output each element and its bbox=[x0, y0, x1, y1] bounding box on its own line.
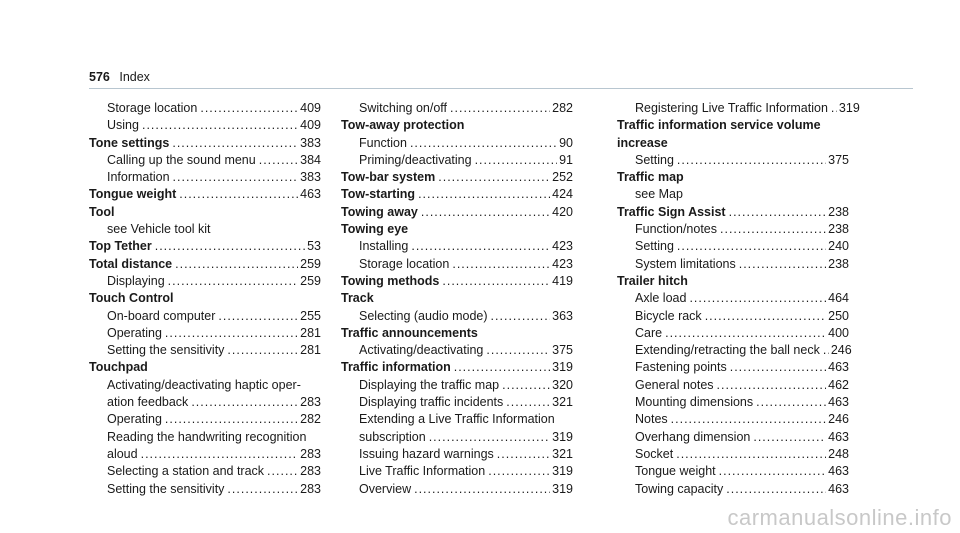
dot-leader bbox=[165, 411, 298, 428]
page-reference[interactable]: 464 bbox=[828, 291, 849, 306]
page-reference[interactable]: 463 bbox=[828, 429, 849, 444]
entry-text: Live Traffic Information bbox=[359, 464, 486, 479]
page-reference[interactable]: 283 bbox=[300, 395, 321, 410]
dot-leader bbox=[677, 152, 826, 169]
page-reference[interactable]: 248 bbox=[828, 446, 849, 461]
dot-leader bbox=[450, 100, 550, 117]
index-subentry[interactable] bbox=[89, 308, 321, 325]
index-subentry[interactable] bbox=[617, 463, 849, 480]
index-subentry[interactable] bbox=[341, 308, 573, 325]
index-heading[interactable] bbox=[341, 186, 573, 203]
entry-text: see Map bbox=[635, 187, 683, 202]
index-subentry[interactable] bbox=[89, 411, 321, 428]
index-subentry[interactable] bbox=[89, 394, 321, 411]
page-reference[interactable]: 319 bbox=[552, 481, 573, 496]
index-subentry[interactable] bbox=[341, 256, 573, 273]
page-reference[interactable]: 283 bbox=[300, 446, 321, 461]
dot-leader bbox=[488, 463, 550, 480]
dot-leader bbox=[421, 204, 550, 221]
dot-leader bbox=[414, 481, 550, 498]
page-reference[interactable]: 384 bbox=[300, 152, 321, 167]
index-subentry[interactable] bbox=[341, 377, 573, 394]
entry-text: Towing capacity bbox=[635, 481, 724, 496]
page-reference[interactable]: 238 bbox=[828, 222, 849, 237]
dot-leader bbox=[411, 238, 550, 255]
dot-leader bbox=[259, 152, 298, 169]
dot-leader bbox=[726, 481, 826, 498]
index-subentry[interactable] bbox=[89, 100, 321, 117]
entry-text: Notes bbox=[635, 412, 668, 427]
entry-text: Towing away bbox=[341, 204, 418, 219]
index-subentry[interactable] bbox=[341, 463, 573, 480]
header-divider bbox=[89, 88, 913, 89]
entry-text: Tow-starting bbox=[341, 187, 416, 202]
index-subentry[interactable] bbox=[89, 446, 321, 463]
index-subentry[interactable] bbox=[341, 446, 573, 463]
index-subentry[interactable] bbox=[617, 359, 849, 376]
index-heading bbox=[617, 273, 849, 290]
entry-text: Activating/deactivating haptic oper- bbox=[107, 377, 301, 392]
index-subentry[interactable] bbox=[617, 290, 849, 307]
index-column-3 bbox=[617, 100, 860, 498]
entry-text: Tow-away protection bbox=[341, 118, 465, 133]
page-reference[interactable]: 53 bbox=[307, 239, 321, 254]
dot-leader bbox=[506, 394, 550, 411]
dot-leader bbox=[438, 169, 550, 186]
entry-text: Displaying bbox=[107, 273, 165, 288]
dot-leader bbox=[173, 169, 299, 186]
page-reference[interactable]: 321 bbox=[552, 395, 573, 410]
entry-text: Issuing hazard warnings bbox=[359, 446, 494, 461]
dot-leader bbox=[200, 100, 298, 117]
dot-leader bbox=[677, 238, 826, 255]
page-reference[interactable]: 463 bbox=[828, 360, 849, 375]
index-heading[interactable] bbox=[89, 135, 321, 152]
entry-text: Setting bbox=[635, 239, 674, 254]
dot-leader bbox=[410, 135, 557, 152]
index-heading[interactable] bbox=[341, 359, 573, 376]
dot-leader bbox=[665, 325, 826, 342]
index-subentry[interactable] bbox=[341, 152, 573, 169]
index-subentry[interactable] bbox=[617, 411, 849, 428]
page-reference[interactable]: 419 bbox=[552, 273, 573, 288]
index-heading bbox=[89, 204, 321, 221]
dot-leader bbox=[168, 273, 298, 290]
page-reference[interactable]: 281 bbox=[300, 325, 321, 340]
page-reference[interactable]: 319 bbox=[552, 360, 573, 375]
dot-leader bbox=[442, 273, 550, 290]
dot-leader bbox=[491, 308, 551, 325]
entry-text: Fastening points bbox=[635, 360, 727, 375]
entry-text: Traffic map bbox=[617, 170, 684, 185]
index-heading[interactable] bbox=[341, 169, 573, 186]
page-reference[interactable]: 463 bbox=[828, 481, 849, 496]
entry-text: Trailer hitch bbox=[617, 273, 688, 288]
index-subentry bbox=[89, 221, 321, 238]
entry-text: Function bbox=[359, 135, 407, 150]
page-number: 576 bbox=[89, 70, 110, 84]
dot-leader bbox=[165, 325, 298, 342]
entry-text: Tongue weight bbox=[635, 464, 716, 479]
index-subentry[interactable] bbox=[341, 100, 573, 117]
watermark: carmanualsonline.info bbox=[727, 505, 952, 530]
index-heading bbox=[341, 325, 573, 342]
index-subentry[interactable] bbox=[341, 429, 573, 446]
dot-leader bbox=[756, 394, 826, 411]
entry-text: Selecting (audio mode) bbox=[359, 308, 488, 323]
dot-leader bbox=[823, 342, 829, 359]
entry-text: On-board computer bbox=[107, 308, 216, 323]
dot-leader bbox=[676, 446, 826, 463]
index-subentry[interactable] bbox=[89, 117, 321, 134]
index-heading[interactable] bbox=[89, 256, 321, 273]
entry-text: Registering Live Traffic Information bbox=[635, 101, 828, 115]
dot-leader bbox=[730, 359, 826, 376]
index-heading bbox=[617, 117, 849, 134]
page-reference[interactable]: 283 bbox=[300, 481, 321, 496]
index-subentry[interactable] bbox=[617, 446, 849, 463]
index-column-2 bbox=[341, 100, 573, 498]
index-subentry[interactable] bbox=[89, 152, 321, 169]
index-heading[interactable] bbox=[617, 204, 849, 221]
section-title: Index bbox=[119, 70, 150, 84]
index-subentry[interactable] bbox=[89, 342, 321, 359]
dot-leader bbox=[429, 429, 550, 446]
entry-text: Touchpad bbox=[89, 360, 148, 375]
dot-leader bbox=[454, 359, 550, 376]
index-heading[interactable] bbox=[89, 238, 321, 255]
page-reference[interactable]: 363 bbox=[552, 308, 573, 323]
page-reference[interactable]: 321 bbox=[552, 446, 573, 461]
dot-leader bbox=[719, 463, 827, 480]
dot-leader bbox=[175, 256, 298, 273]
index-subentry bbox=[341, 411, 573, 428]
entry-text: Extending/retracting the ball neck bbox=[635, 343, 820, 358]
entry-text: Tool bbox=[89, 204, 115, 219]
index-subentry[interactable] bbox=[341, 135, 573, 152]
dot-leader bbox=[141, 446, 299, 463]
dot-leader bbox=[689, 290, 826, 307]
index-subentry[interactable] bbox=[617, 152, 849, 169]
page-reference[interactable]: 423 bbox=[552, 256, 573, 271]
page-reference[interactable]: 463 bbox=[300, 187, 321, 202]
index-subentry[interactable] bbox=[89, 481, 321, 498]
entry-text: Traffic announcements bbox=[341, 325, 478, 340]
index-subentry[interactable] bbox=[617, 342, 852, 359]
dot-leader bbox=[172, 135, 298, 152]
entry-text: aloud bbox=[107, 446, 138, 461]
index-subentry[interactable] bbox=[341, 342, 573, 359]
page-reference[interactable]: 283 bbox=[300, 464, 321, 479]
page-reference[interactable]: 423 bbox=[552, 239, 573, 254]
index-subentry[interactable] bbox=[617, 394, 849, 411]
dot-leader bbox=[475, 152, 558, 169]
page-reference[interactable]: 255 bbox=[300, 308, 321, 323]
dot-leader bbox=[497, 446, 550, 463]
index-subentry[interactable] bbox=[341, 481, 573, 498]
entry-text: Operating bbox=[107, 325, 162, 340]
index-heading bbox=[89, 359, 321, 376]
entry-text: Function/notes bbox=[635, 222, 717, 237]
entry-text: Storage location bbox=[107, 101, 198, 115]
entry-text: Information bbox=[107, 170, 170, 185]
entry-text: Switching on/off bbox=[359, 101, 448, 115]
entry-text: Reading the handwriting recognition bbox=[107, 429, 307, 444]
index-heading bbox=[617, 135, 849, 152]
entry-text: Tongue weight bbox=[89, 187, 177, 202]
index-heading[interactable] bbox=[89, 186, 321, 203]
page-reference[interactable]: 409 bbox=[300, 101, 321, 115]
entry-text: Setting the sensitivity bbox=[107, 481, 225, 496]
page-reference[interactable]: 375 bbox=[552, 343, 573, 358]
index-subentry[interactable] bbox=[341, 394, 573, 411]
entry-text: Installing bbox=[359, 239, 409, 254]
page-reference[interactable]: 282 bbox=[552, 101, 573, 115]
page-reference[interactable]: 240 bbox=[828, 239, 849, 254]
page-reference[interactable]: 246 bbox=[830, 343, 852, 358]
entry-text: Overview bbox=[359, 481, 412, 496]
index-subentry[interactable] bbox=[617, 429, 849, 446]
entry-text: Selecting a station and track bbox=[107, 464, 265, 479]
index-subentry[interactable] bbox=[617, 238, 849, 255]
dot-leader bbox=[717, 377, 827, 394]
index-subentry[interactable] bbox=[617, 308, 849, 325]
entry-text: System limitations bbox=[635, 256, 736, 271]
page-reference[interactable]: 238 bbox=[828, 204, 849, 219]
dot-leader bbox=[502, 377, 550, 394]
page-reference[interactable]: 281 bbox=[300, 343, 321, 358]
index-subentry[interactable] bbox=[341, 238, 573, 255]
entry-text: Setting the sensitivity bbox=[107, 343, 225, 358]
entry-text: Tone settings bbox=[89, 135, 170, 150]
page-reference[interactable]: 319 bbox=[838, 101, 860, 115]
dot-leader bbox=[729, 204, 827, 221]
page-reference[interactable]: 90 bbox=[559, 135, 573, 150]
page-reference[interactable]: 259 bbox=[300, 256, 321, 271]
index-heading bbox=[341, 290, 573, 307]
entry-text: Displaying the traffic map bbox=[359, 377, 500, 392]
dot-leader bbox=[227, 342, 298, 359]
entry-text: Using bbox=[107, 118, 139, 133]
dot-leader bbox=[267, 463, 298, 480]
page-reference[interactable]: 319 bbox=[552, 464, 573, 479]
page-reference[interactable]: 375 bbox=[828, 152, 849, 167]
index-subentry[interactable] bbox=[617, 325, 849, 342]
page-reference[interactable]: 462 bbox=[828, 377, 849, 392]
dot-leader bbox=[720, 221, 826, 238]
page-reference[interactable]: 463 bbox=[828, 395, 849, 410]
entry-text: Track bbox=[341, 291, 374, 306]
entry-text: Mounting dimensions bbox=[635, 395, 754, 410]
entry-text: Activating/deactivating bbox=[359, 343, 484, 358]
dot-leader bbox=[452, 256, 550, 273]
page-reference[interactable]: 320 bbox=[552, 377, 573, 392]
page-reference[interactable]: 400 bbox=[828, 325, 849, 340]
entry-text: Touch Control bbox=[89, 291, 174, 306]
entry-text: Traffic information bbox=[341, 360, 451, 375]
dot-leader bbox=[705, 308, 826, 325]
index-subentry[interactable] bbox=[89, 463, 321, 480]
page-reference[interactable]: 383 bbox=[300, 170, 321, 185]
entry-text: Priming/deactivating bbox=[359, 152, 472, 167]
index-subentry[interactable] bbox=[617, 481, 849, 498]
entry-text: Extending a Live Traffic Information bbox=[359, 412, 555, 427]
entry-text: see Vehicle tool kit bbox=[107, 222, 211, 237]
entry-text: ation feedback bbox=[107, 395, 189, 410]
dot-leader bbox=[227, 481, 298, 498]
dot-leader bbox=[486, 342, 550, 359]
page-reference[interactable]: 282 bbox=[300, 412, 321, 427]
entry-text: Total distance bbox=[89, 256, 173, 271]
entry-text: Top Tether bbox=[89, 239, 152, 254]
entry-text: General notes bbox=[635, 377, 714, 392]
index-subentry[interactable] bbox=[617, 377, 849, 394]
entry-text: Setting bbox=[635, 152, 674, 167]
entry-text: Traffic Sign Assist bbox=[617, 204, 726, 219]
index-subentry[interactable] bbox=[89, 169, 321, 186]
index-subentry[interactable] bbox=[89, 273, 321, 290]
page-header bbox=[89, 70, 150, 84]
dot-leader bbox=[671, 411, 826, 428]
index-subentry[interactable] bbox=[617, 256, 849, 273]
entry-text: Traffic information service volume bbox=[617, 118, 821, 133]
entry-text: Bicycle rack bbox=[635, 308, 702, 323]
entry-text: Storage location bbox=[359, 256, 450, 271]
entry-text: Towing methods bbox=[341, 273, 440, 288]
entry-text: Axle load bbox=[635, 291, 687, 306]
index-heading bbox=[341, 221, 573, 238]
dot-leader bbox=[218, 308, 298, 325]
dot-leader bbox=[191, 394, 298, 411]
page-reference[interactable]: 259 bbox=[300, 273, 321, 288]
entry-text: increase bbox=[617, 135, 668, 150]
entry-text: Socket bbox=[635, 446, 674, 461]
index-heading[interactable] bbox=[341, 204, 573, 221]
entry-text: Care bbox=[635, 325, 663, 340]
entry-text: subscription bbox=[359, 429, 426, 444]
entry-text: Calling up the sound menu bbox=[107, 152, 256, 167]
index-heading bbox=[341, 117, 573, 134]
dot-leader bbox=[418, 186, 550, 203]
dot-leader bbox=[179, 186, 298, 203]
entry-text: Towing eye bbox=[341, 222, 409, 237]
page-reference[interactable]: 252 bbox=[552, 170, 573, 185]
page-reference[interactable]: 383 bbox=[300, 135, 321, 150]
page-reference[interactable]: 420 bbox=[552, 204, 573, 219]
dot-leader bbox=[831, 100, 837, 117]
entry-text: Overhang dimension bbox=[635, 429, 751, 444]
index-heading bbox=[617, 169, 849, 186]
page-reference[interactable]: 409 bbox=[300, 118, 321, 133]
dot-leader bbox=[142, 117, 298, 134]
dot-leader bbox=[753, 429, 826, 446]
page-reference[interactable]: 238 bbox=[828, 256, 849, 271]
entry-text: Tow-bar system bbox=[341, 170, 436, 185]
index-subentry[interactable] bbox=[617, 100, 860, 117]
entry-text: Displaying traffic incidents bbox=[359, 395, 504, 410]
dot-leader bbox=[739, 256, 826, 273]
page-reference[interactable]: 91 bbox=[559, 152, 573, 167]
index-subentry bbox=[89, 377, 321, 394]
page-reference[interactable]: 424 bbox=[552, 187, 573, 202]
page-reference[interactable]: 463 bbox=[828, 464, 849, 479]
page-reference[interactable]: 246 bbox=[828, 412, 849, 427]
index-subentry bbox=[89, 429, 321, 446]
dot-leader bbox=[155, 238, 305, 255]
index-heading bbox=[89, 290, 321, 307]
page-reference[interactable]: 319 bbox=[552, 429, 573, 444]
index-heading[interactable] bbox=[341, 273, 573, 290]
index-subentry bbox=[617, 186, 849, 203]
entry-text: Operating bbox=[107, 412, 162, 427]
index-subentry[interactable] bbox=[89, 325, 321, 342]
index-column-1 bbox=[89, 100, 321, 498]
page-reference[interactable]: 250 bbox=[828, 308, 849, 323]
index-subentry[interactable] bbox=[617, 221, 849, 238]
